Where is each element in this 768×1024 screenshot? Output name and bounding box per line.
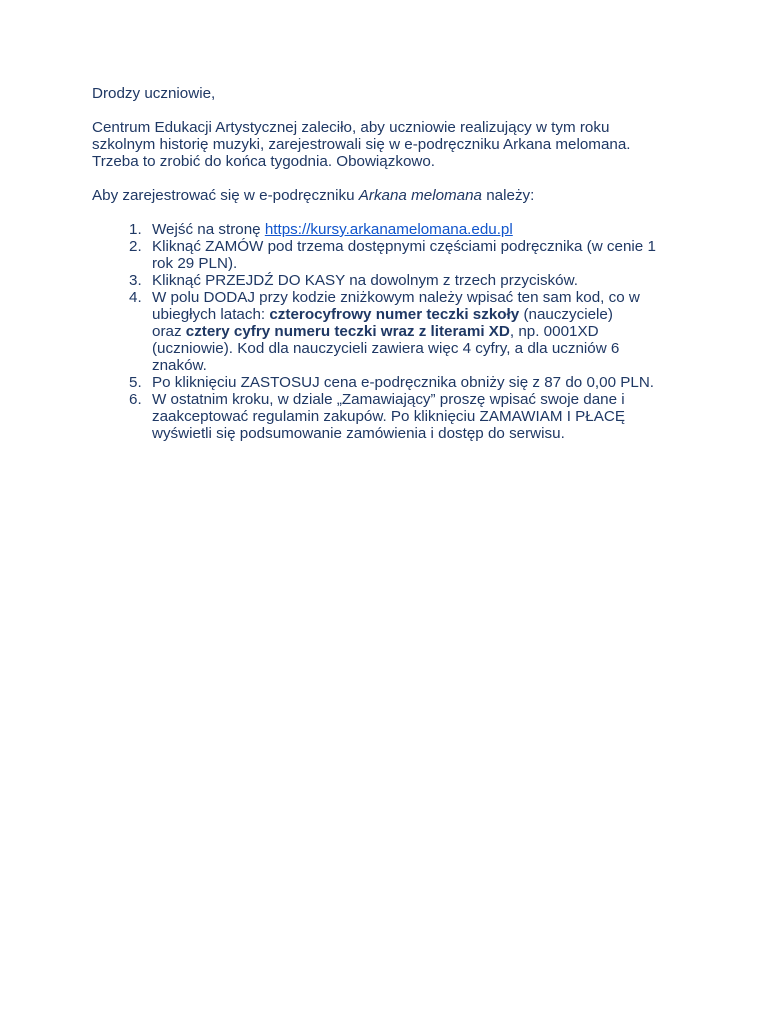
step-6-line-1: W ostatnim kroku, w dziale „Zamawiający” proszę wpisać swoje dane i <box>152 391 625 408</box>
intro-line-1: Centrum Edukacji Artystycznej zaleciło, aby uczniowie realizujący w tym roku <box>92 119 610 136</box>
list-item-3 <box>92 272 682 289</box>
step-4-line-5: znaków. <box>152 357 207 374</box>
list-item-5 <box>92 374 682 391</box>
intro-line-3: Trzeba to zrobić do końca tygodnia. Obowiązkowo. <box>92 153 436 170</box>
step-1-text: Wejść na stronę <box>152 221 265 238</box>
step-6-line-3: wyświetli się podsumowanie zamówienia i dostęp do serwisu. <box>152 425 565 442</box>
step-6-line-2: zaakceptować regulamin zakupów. Po kliknięciu ZAMAWIAM I PŁACĘ <box>152 408 625 425</box>
list-item-2 <box>92 238 682 272</box>
list-number: 6. <box>129 391 142 408</box>
step-4-line-3-before: oraz <box>152 323 186 340</box>
lead-italic-title: Arkana melomana <box>358 187 483 204</box>
greeting: Drodzy uczniowie, <box>92 85 216 102</box>
list-item-6 <box>92 391 682 442</box>
intro-line-2: szkolnym historię muzyki, zarejestrowali się w e-podręczniku Arkana melomana. <box>92 136 631 153</box>
list-number: 5. <box>129 374 142 391</box>
step-4-line-3-after: , np. 0001XD <box>509 323 599 340</box>
lead-after: należy: <box>482 187 535 204</box>
lead-before: Aby zarejestrować się w e-podręczniku <box>92 187 359 204</box>
list-number: 2. <box>129 238 142 255</box>
step-2-line-1: Kliknąć ZAMÓW pod trzema dostępnymi częściami podręcznika (w cenie 1 <box>152 238 656 255</box>
step-4-school-code-bold: czterocyfrowy numer teczki szkoły <box>269 306 520 323</box>
step-4-line-1: W polu DODAJ przy kodzie zniżkowym należy wpisać ten sam kod, co w <box>152 289 640 306</box>
step-4-student-code-bold: cztery cyfry numeru teczki wraz z literami XD <box>185 323 510 340</box>
lead-paragraph <box>92 187 682 204</box>
registration-link[interactable]: https://kursy.arkanamelomana.edu.pl <box>264 221 513 238</box>
list-item-1 <box>92 221 682 238</box>
list-number: 3. <box>129 272 142 289</box>
step-4-line-2-before: ubiegłych latach: <box>152 306 270 323</box>
step-4-line-4: (uczniowie). Kod dla nauczycieli zawiera więc 4 cyfry, a dla uczniów 6 <box>152 340 620 357</box>
step-3-text: Kliknąć PRZEJDŹ DO KASY na dowolnym z trzech przycisków. <box>152 272 578 289</box>
step-5-text: Po kliknięciu ZASTOSUJ cena e-podręcznika obniży się z 87 do 0,00 PLN. <box>152 374 655 391</box>
list-number: 4. <box>129 289 142 306</box>
list-item-4 <box>92 289 682 374</box>
list-number: 1. <box>129 221 142 238</box>
step-4-line-2-after: (nauczyciele) <box>519 306 613 323</box>
step-2-line-2: rok 29 PLN). <box>152 255 238 272</box>
document-body <box>92 85 682 442</box>
steps-list <box>92 221 682 442</box>
intro-paragraph <box>92 119 682 170</box>
